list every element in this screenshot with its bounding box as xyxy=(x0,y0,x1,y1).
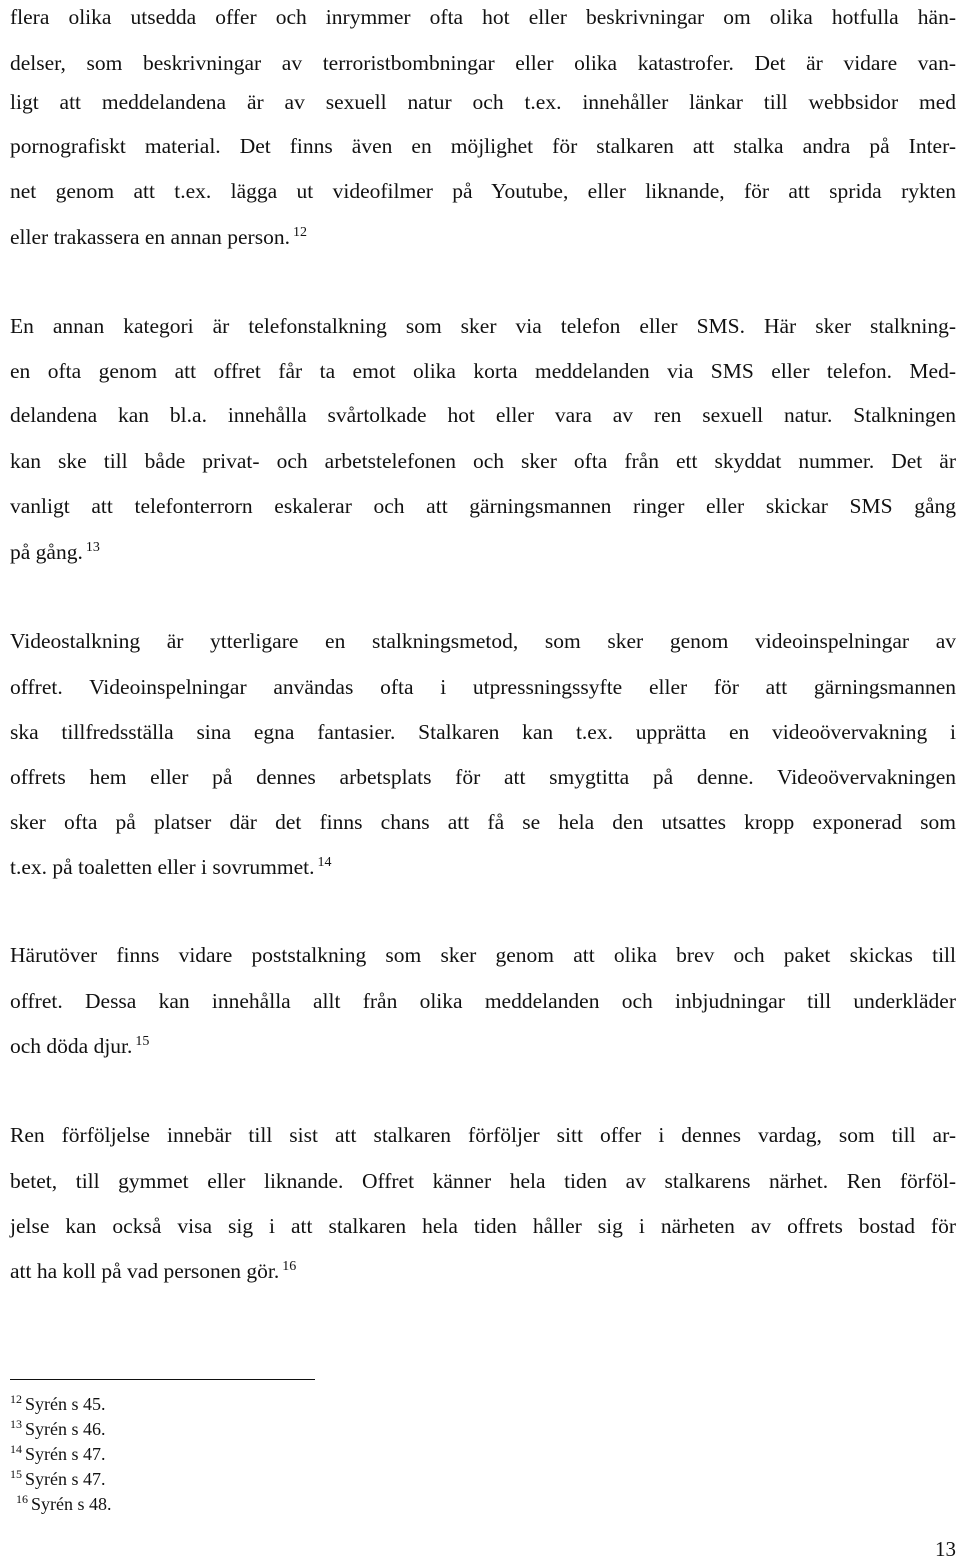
text-line: vanligt att telefonterrorn eskalerar och att gärningsmannen ringer eller skickar SMS gång xyxy=(10,494,956,518)
footnote-text: Syrén s 47. xyxy=(25,1469,106,1489)
footnote-reference[interactable]: 13 xyxy=(85,539,100,555)
footnote-number: 13 xyxy=(10,1417,22,1431)
footnote-text: Syrén s 48. xyxy=(31,1494,112,1514)
text-line: på gång. xyxy=(10,540,83,564)
footnote-text: Syrén s 46. xyxy=(25,1419,106,1439)
footnote-number: 14 xyxy=(10,1442,22,1456)
text-line: ska tillfredsställa sina egna fantasier. Stalkaren kan t.ex. upprätta en videoövervakning i xyxy=(10,720,956,744)
text-line: offrets hem eller på dennes arbetsplats för att smygtitta på denne. Videoövervakningen xyxy=(10,765,956,789)
footnote-number: 12 xyxy=(10,1392,22,1406)
text-line-last xyxy=(10,539,100,565)
text-line: ligt att meddelandena är av sexuell natur och t.ex. innehåller länkar till webbsidor med xyxy=(10,90,956,114)
footnote xyxy=(10,1468,106,1490)
footnote xyxy=(10,1418,106,1440)
footnote-number: 15 xyxy=(10,1467,22,1481)
text-line: delser, som beskrivningar av terroristbombningar eller olika katastrofer. Det är vidare van- xyxy=(10,51,956,75)
footnote-text: Syrén s 47. xyxy=(25,1444,106,1464)
text-line: att ha koll på vad personen gör. xyxy=(10,1259,280,1283)
text-line-last xyxy=(10,224,307,250)
footnote-reference[interactable]: 15 xyxy=(135,1033,150,1049)
footnote-reference[interactable]: 12 xyxy=(292,224,307,240)
footnote-text: Syrén s 45. xyxy=(25,1394,106,1414)
page-number: 13 xyxy=(935,1537,956,1561)
text-line: eller trakassera en annan person. xyxy=(10,225,290,249)
text-line: offret. Videoinspelningar användas ofta i utpressningssyfte eller för att gärningsmannen xyxy=(10,675,956,699)
text-line: och döda djur. xyxy=(10,1034,133,1058)
text-line: en ofta genom att offret får ta emot olika korta meddelanden via SMS eller telefon. Med- xyxy=(10,359,956,383)
footnote-reference[interactable]: 14 xyxy=(317,854,332,870)
text-line: Ren förföljelse innebär till sist att stalkaren förföljer sitt offer i dennes vardag, som till ar- xyxy=(10,1123,956,1147)
footnote-separator xyxy=(10,1379,315,1380)
footnote xyxy=(10,1443,106,1465)
text-line: En annan kategori är telefonstalkning som sker via telefon eller SMS. Här sker stalkning- xyxy=(10,314,956,338)
text-line: Härutöver finns vidare poststalkning som sker genom att olika brev och paket skickas till xyxy=(10,943,956,967)
text-line: Videostalkning är ytterligare en stalkningsmetod, som sker genom videoinspelningar av xyxy=(10,629,956,653)
footnote-reference[interactable]: 16 xyxy=(282,1258,297,1274)
text-line: sker ofta på platser där det finns chans att få se hela den utsattes kropp exponerad som xyxy=(10,810,956,834)
text-line-last xyxy=(10,1033,149,1059)
text-line: offret. Dessa kan innehålla allt från olika meddelanden och inbjudningar till underkläder xyxy=(10,989,956,1013)
footnote xyxy=(16,1493,112,1515)
text-line: kan ske till både privat- och arbetstelefonen och sker ofta från ett skyddat nummer. Det är xyxy=(10,449,956,473)
text-line: t.ex. på toaletten eller i sovrummet. xyxy=(10,855,315,879)
text-line: delandena kan bl.a. innehålla svårtolkade hot eller vara av ren sexuell natur. Stalkningen xyxy=(10,403,956,427)
text-line: flera olika utsedda offer och inrymmer ofta hot eller beskrivningar om olika hotfulla hän- xyxy=(10,5,956,29)
text-line-last xyxy=(10,1258,296,1284)
footnote xyxy=(10,1393,106,1415)
text-line-last xyxy=(10,854,332,880)
text-line: jelse kan också visa sig i att stalkaren hela tiden håller sig i närheten av offrets bostad för xyxy=(10,1214,956,1238)
text-line: pornografiskt material. Det finns även en möjlighet för stalkaren att stalka andra på Inter- xyxy=(10,134,956,158)
text-line: net genom att t.ex. lägga ut videofilmer på Youtube, eller liknande, för att sprida rykten xyxy=(10,179,956,203)
footnote-number: 16 xyxy=(16,1492,28,1506)
text-line: betet, till gymmet eller liknande. Offret känner hela tiden av stalkarens närhet. Ren förföl- xyxy=(10,1169,956,1193)
